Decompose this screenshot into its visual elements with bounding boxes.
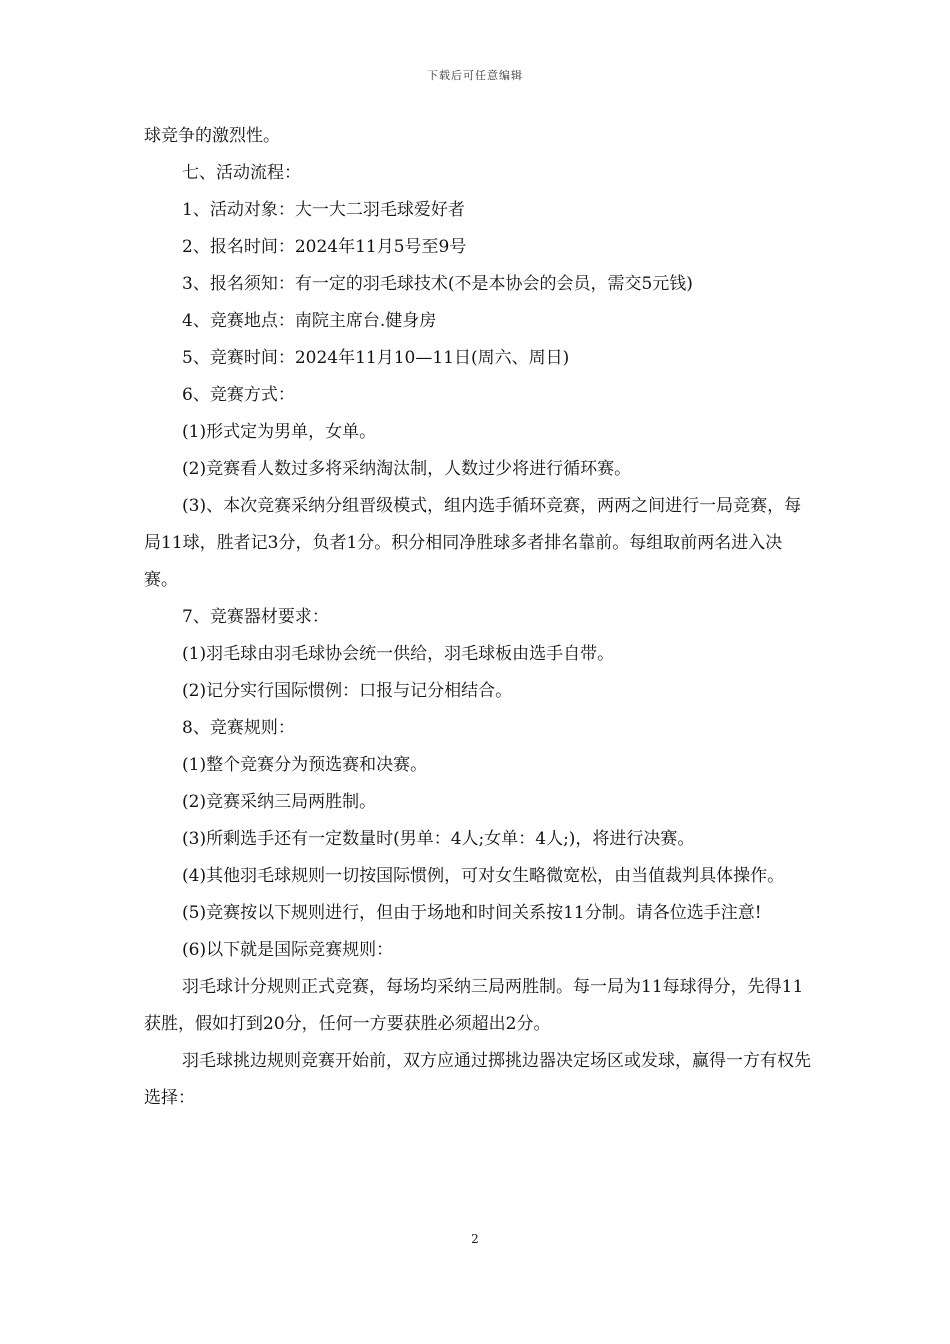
page-header: 下载后可任意编辑 [427, 69, 523, 82]
paragraph: 1、活动对象：大一大二羽毛球爱好者 [182, 200, 465, 220]
paragraph: (1)羽毛球由羽毛球协会统一供给，羽毛球板由选手自带。 [182, 644, 615, 664]
paragraph: 七、活动流程： [182, 163, 301, 183]
paragraph: 3、报名须知：有一定的羽毛球技术(不是本协会的会员，需交5元钱) [182, 274, 693, 294]
paragraph: 4、竞赛地点：南院主席台.健身房 [182, 311, 437, 331]
paragraph: (1)形式定为男单，女单。 [182, 422, 377, 442]
paragraph: 7、竞赛器材要求： [182, 607, 329, 627]
paragraph: 球竞争的激烈性。 [144, 126, 280, 146]
document-body [144, 118, 814, 1117]
paragraph: 8、竞赛规则： [182, 718, 295, 738]
paragraph: (2)记分实行国际惯例：口报与记分相结合。 [182, 681, 513, 701]
paragraph: (1)整个竞赛分为预选赛和决赛。 [182, 755, 428, 775]
paragraph: 羽毛球计分规则正式竞赛，每场均采纳三局两胜制。每一局为11每球得分，先得11获胜，假如打到20分，任何一方要获胜必须超出2分。 [144, 977, 804, 1034]
paragraph: (3)、本次竞赛采纳分组晋级模式，组内选手循环竞赛，两两之间进行一局竞赛，每局11球，胜者记3分，负者1分。积分相同净胜球多者排名靠前。每组取前两名进入决赛。 [144, 496, 802, 590]
paragraph: 5、竞赛时间：2024年11月10—11日(周六、周日) [182, 348, 570, 368]
paragraph: (5)竞赛按以下规则进行，但由于场地和时间关系按11分制。请各位选手注意! [182, 903, 762, 923]
paragraph: (6)以下就是国际竞赛规则： [182, 940, 394, 960]
paragraph: 2、报名时间：2024年11月5号至9号 [182, 237, 467, 257]
paragraph: 羽毛球挑边规则竞赛开始前，双方应通过掷挑边器决定场区或发球，赢得一方有权先选择： [144, 1051, 811, 1108]
paragraph: (2)竞赛采纳三局两胜制。 [182, 792, 377, 812]
paragraph: 6、竞赛方式： [182, 385, 295, 405]
paragraph: (2)竞赛看人数过多将采纳淘汰制，人数过少将进行循环赛。 [182, 459, 632, 479]
paragraph: (3)所剩选手还有一定数量时(男单：4人;女单：4人;)，将进行决赛。 [182, 829, 695, 849]
paragraph: (4)其他羽毛球规则一切按国际惯例，可对女生略微宽松，由当值裁判具体操作。 [182, 866, 785, 886]
page-number: 2 [471, 1232, 479, 1246]
